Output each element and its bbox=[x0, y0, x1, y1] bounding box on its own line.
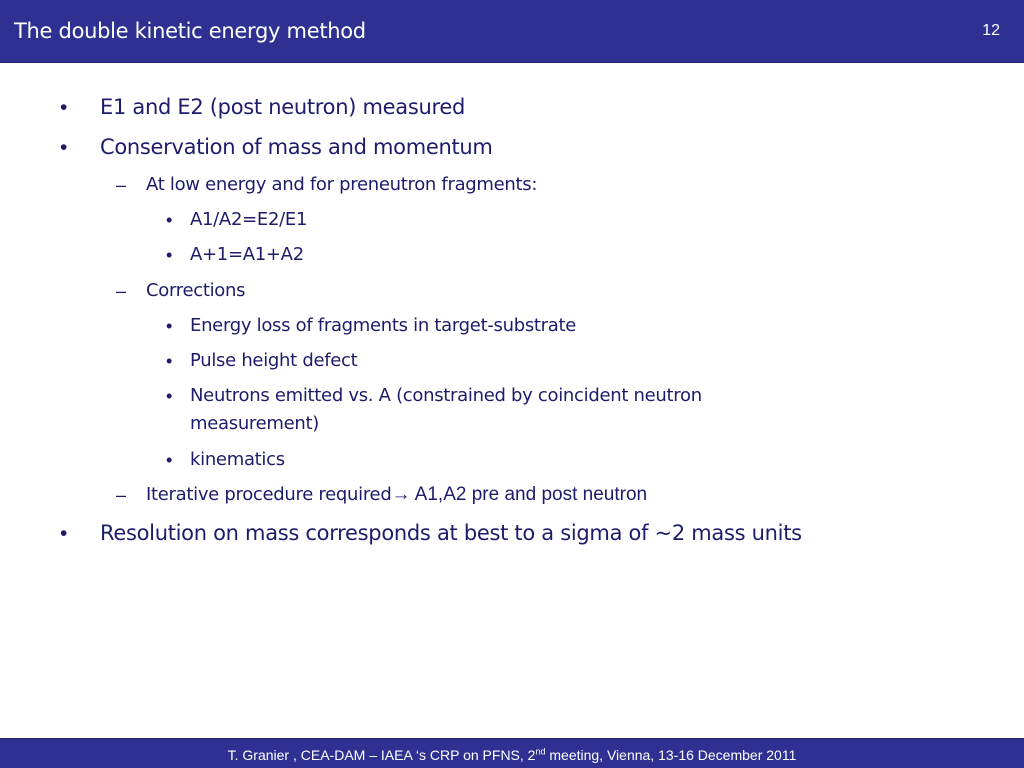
footer-sup: nd bbox=[535, 746, 546, 757]
bullet-dot-icon: • bbox=[166, 210, 173, 230]
sub-low-energy: At low energy and for preneutron fragments: bbox=[146, 174, 538, 195]
bullet-dot-icon: • bbox=[166, 351, 173, 371]
item-mass-sum: A+1=A1+A2 bbox=[190, 244, 304, 265]
iterative-label: Iterative procedure required bbox=[146, 484, 392, 505]
item-energy-loss: Energy loss of fragments in target-substrate bbox=[190, 315, 577, 336]
item-neutrons-emitted-line1: Neutrons emitted vs. A (constrained by coincident neutron bbox=[190, 385, 702, 406]
dash-icon: – bbox=[116, 485, 127, 505]
dash-icon: – bbox=[116, 281, 127, 301]
footer-post: meeting, Vienna, 13-16 December 2011 bbox=[545, 747, 797, 763]
item-pulse-height: Pulse height defect bbox=[190, 350, 358, 371]
bullet-dot-icon: • bbox=[60, 96, 68, 119]
sub-corrections: Corrections bbox=[146, 280, 246, 301]
bullet-dot-icon: • bbox=[60, 522, 68, 545]
footer-pre: T. Granier , CEA-DAM – IAEA ‘s CRP on PFNS, 2 bbox=[227, 747, 536, 763]
bullet-dot-icon: • bbox=[166, 386, 173, 406]
item-kinematics: kinematics bbox=[190, 449, 285, 470]
item-neutrons-emitted-line2: measurement) bbox=[190, 413, 320, 434]
right-arrow-icon: → bbox=[391, 484, 411, 505]
bullet-dot-icon: • bbox=[60, 136, 68, 159]
footer-text bbox=[0, 747, 1024, 763]
bullet-dot-icon: • bbox=[166, 245, 173, 265]
bullet-e1-e2-measured: E1 and E2 (post neutron) measured bbox=[100, 95, 466, 119]
page-number: 12 bbox=[982, 22, 1000, 39]
item-a1-a2-ratio: A1/A2=E2/E1 bbox=[190, 209, 308, 230]
bullet-dot-icon: • bbox=[166, 316, 173, 336]
sub-iterative-procedure bbox=[146, 484, 647, 506]
footer-bar bbox=[0, 738, 1024, 768]
bullet-conservation: Conservation of mass and momentum bbox=[100, 135, 493, 159]
bullet-dot-icon: • bbox=[166, 450, 173, 470]
slide-title: The double kinetic energy method bbox=[14, 19, 366, 43]
dash-icon: – bbox=[116, 175, 127, 195]
iterative-result: A1,A2 pre and post neutron bbox=[410, 484, 648, 505]
bullet-resolution: Resolution on mass corresponds at best to a sigma of ~2 mass units bbox=[100, 521, 802, 545]
